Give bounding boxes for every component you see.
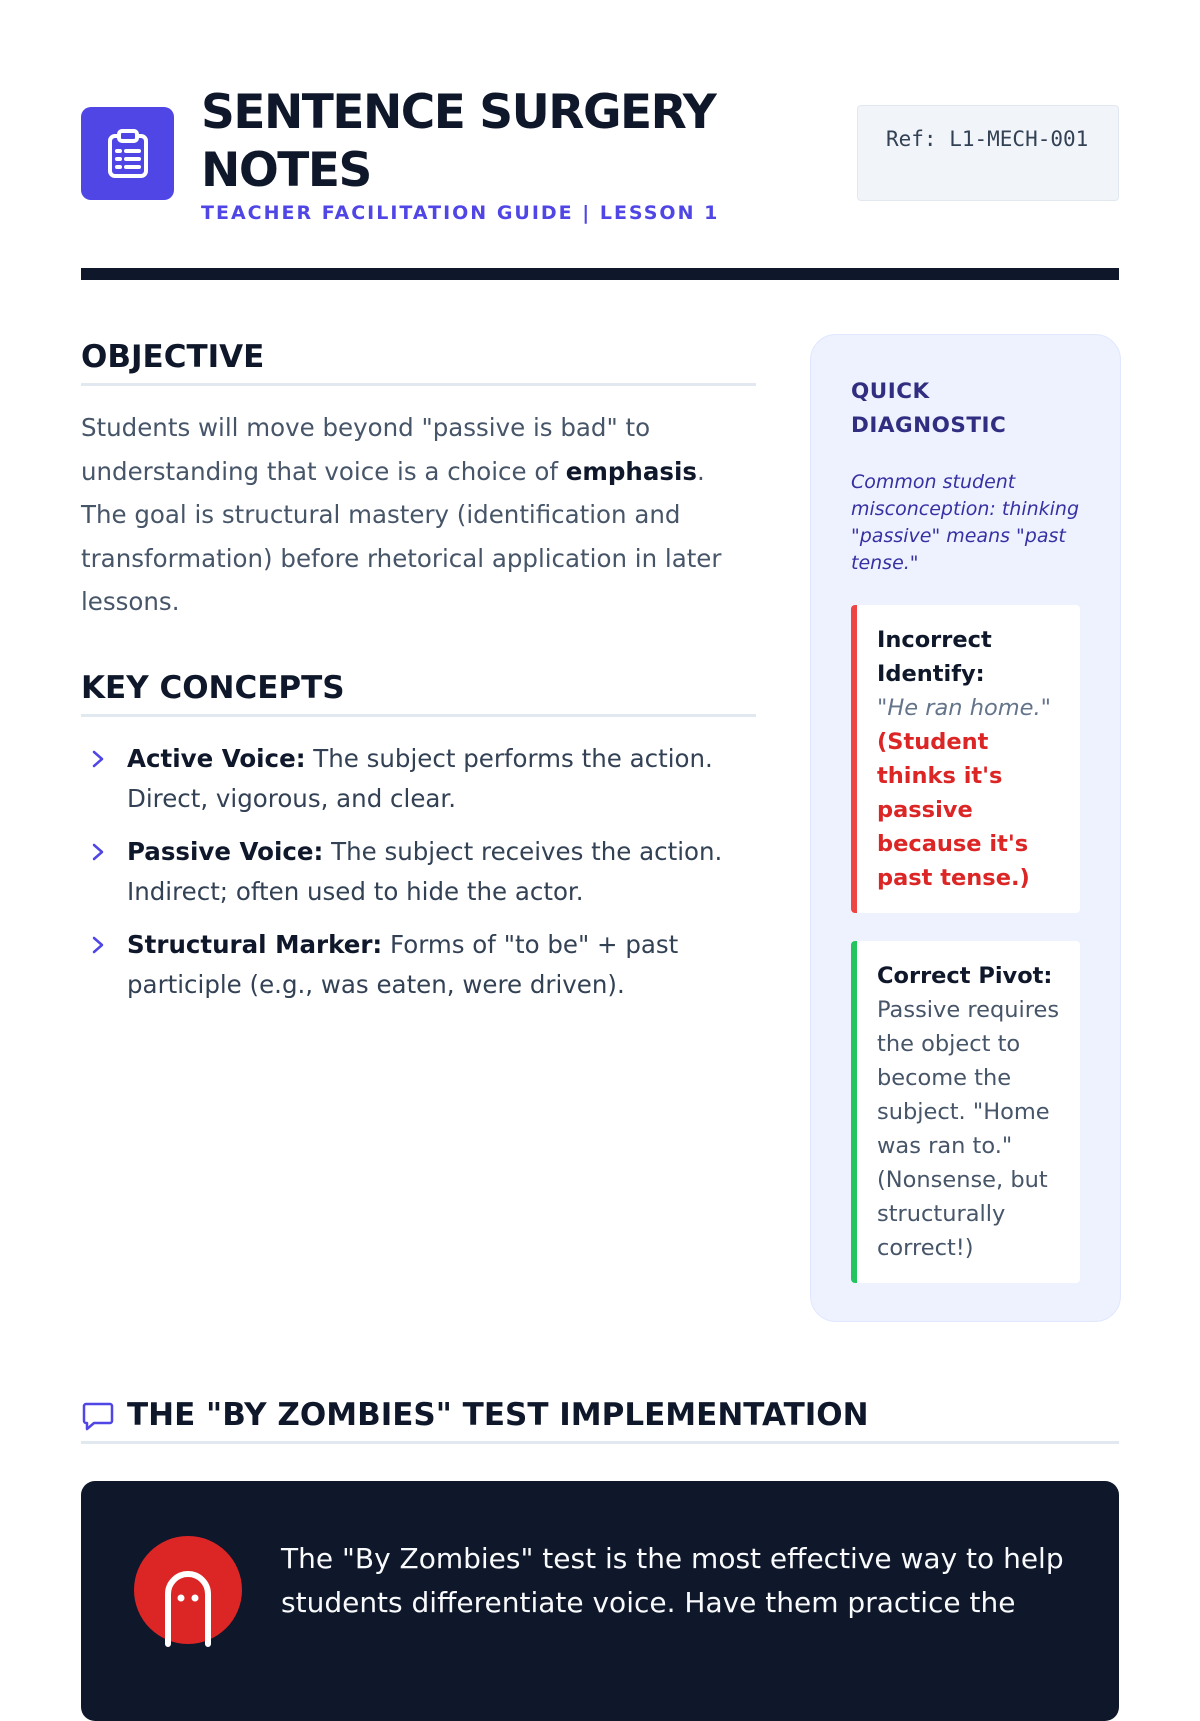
logo-badge	[81, 107, 174, 200]
concept-term: Structural Marker:	[127, 929, 383, 959]
page-title: SENTENCE SURGERY NOTES	[201, 85, 716, 198]
objective-heading: OBJECTIVE	[81, 335, 756, 386]
reference-code: Ref: L1-MECH-001	[857, 105, 1119, 201]
incorrect-label: Incorrect Identify:	[877, 627, 992, 687]
concept-term: Active Voice:	[127, 743, 306, 773]
page-header	[81, 84, 1119, 234]
correct-explanation: Passive requires the object to become the subject. "Home was ran to." (Nonsense, but structurally correct!)	[877, 997, 1060, 1261]
concept-definition: The subject performs the action. Direct, vigorous, and clear.	[127, 743, 713, 813]
key-concepts-list	[81, 739, 756, 1005]
implementation-heading-text: THE "BY ZOMBIES" TEST IMPLEMENTATION	[127, 1397, 869, 1433]
header-divider	[81, 268, 1119, 280]
concept-definition: Forms of "to be" + past participle (e.g., was eaten, were driven).	[127, 929, 679, 999]
incorrect-quote: "He ran home."	[877, 695, 1052, 721]
concept-term: Passive Voice:	[127, 836, 324, 866]
ghost-icon	[134, 1536, 242, 1644]
zombies-test-text: The "By Zombies" test is the most effective way to help students differentiate voice. Have them practice the	[281, 1542, 1064, 1619]
diagnostic-title: QUICK DIAGNOSTIC	[851, 379, 1007, 438]
objective-emphasis: emphasis	[565, 456, 697, 486]
ghost-badge	[134, 1536, 242, 1644]
clipboard-list-icon	[106, 129, 150, 179]
chevron-right-icon	[87, 840, 109, 864]
objective-text-start: Students will move beyond "passive is bad" to understanding that voice is a choice of	[81, 413, 651, 486]
page-subtitle: TEACHER FACILITATION GUIDE | LESSON 1	[201, 202, 720, 224]
title-block	[201, 84, 761, 224]
diagnostic-intro: Common student misconception: thinking "passive" means "past tense."	[851, 471, 1080, 574]
key-concepts-section	[81, 666, 756, 1005]
main-column	[81, 335, 756, 1018]
key-concepts-heading: KEY CONCEPTS	[81, 666, 756, 717]
list-item	[81, 832, 756, 912]
chat-bubble-icon	[81, 1398, 115, 1432]
correct-example-card	[851, 941, 1080, 1283]
quick-diagnostic-panel	[810, 334, 1121, 1322]
zombies-test-card	[81, 1481, 1119, 1721]
incorrect-example-card	[851, 605, 1080, 913]
chevron-right-icon	[87, 747, 109, 771]
implementation-heading	[81, 1393, 1119, 1444]
list-item	[81, 925, 756, 1005]
objective-text-end: . The goal is structural mastery (identification and transformation) before rhetorical application in later lessons.	[81, 456, 722, 616]
incorrect-note: (Student thinks it's passive because it's past tense.)	[877, 729, 1030, 891]
implementation-section	[81, 1393, 1119, 1619]
objective-section	[81, 335, 756, 624]
objective-text	[81, 406, 756, 624]
list-item	[81, 739, 756, 819]
concept-definition: The subject receives the action. Indirect; often used to hide the actor.	[127, 836, 723, 906]
chevron-right-icon	[87, 933, 109, 957]
correct-label: Correct Pivot:	[877, 963, 1053, 989]
